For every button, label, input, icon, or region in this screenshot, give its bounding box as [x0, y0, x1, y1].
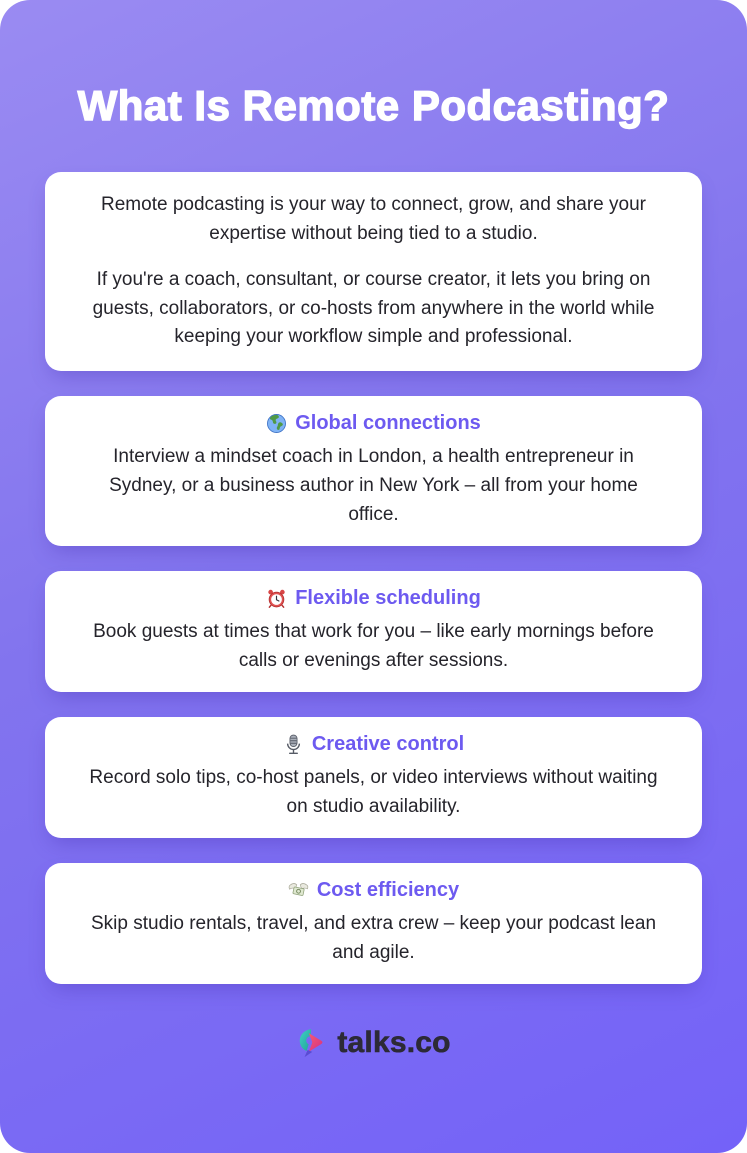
globe-icon [266, 413, 287, 434]
feature-heading [83, 733, 664, 756]
feature-body-text: Interview a mindset coach in London, a health entrepreneur in Sydney, or a business author in New York – all from your home office. [109, 445, 638, 525]
feature-heading [83, 879, 664, 902]
microphone-icon [283, 734, 304, 755]
feature-heading [83, 587, 664, 610]
alarm-clock-icon [266, 588, 287, 609]
page-title: What Is Remote Podcasting? [77, 82, 670, 129]
talks-logo-icon [296, 1026, 330, 1060]
feature-body-text: Record solo tips, co-host panels, or video interviews without waiting on studio availability. [89, 767, 658, 818]
feature-card-cost-efficiency [45, 863, 702, 984]
feature-card-global-connections [45, 396, 702, 546]
feature-card-flexible-scheduling [45, 571, 702, 692]
intro-paragraph-2: If you're a coach, consultant, or course creator, it lets you bring on guests, collaborators, or co-hosts from anywhere in the world while keeping your workflow simple and professional. [92, 269, 655, 348]
feature-title-text: Flexible scheduling [295, 586, 481, 609]
feature-title-text: Creative control [311, 733, 465, 756]
money-with-wings-icon [288, 880, 309, 901]
feature-title-text: Cost efficiency [316, 879, 460, 902]
feature-card-creative-control [45, 717, 702, 838]
feature-heading [83, 412, 664, 435]
intro-paragraph-1: Remote podcasting is your way to connect, grow, and share your expertise without being tied to a studio. [101, 194, 646, 244]
logo-text: talks.co [337, 1026, 451, 1060]
feature-title-text: Global connections [295, 411, 481, 434]
feature-body-text: Skip studio rentals, travel, and extra crew – keep your podcast lean and agile. [90, 913, 657, 964]
feature-body-text: Book guests at times that work for you – like early mornings before calls or evenings after sessions. [93, 620, 654, 672]
intro-card [45, 172, 702, 371]
footer-logo [0, 1026, 747, 1060]
